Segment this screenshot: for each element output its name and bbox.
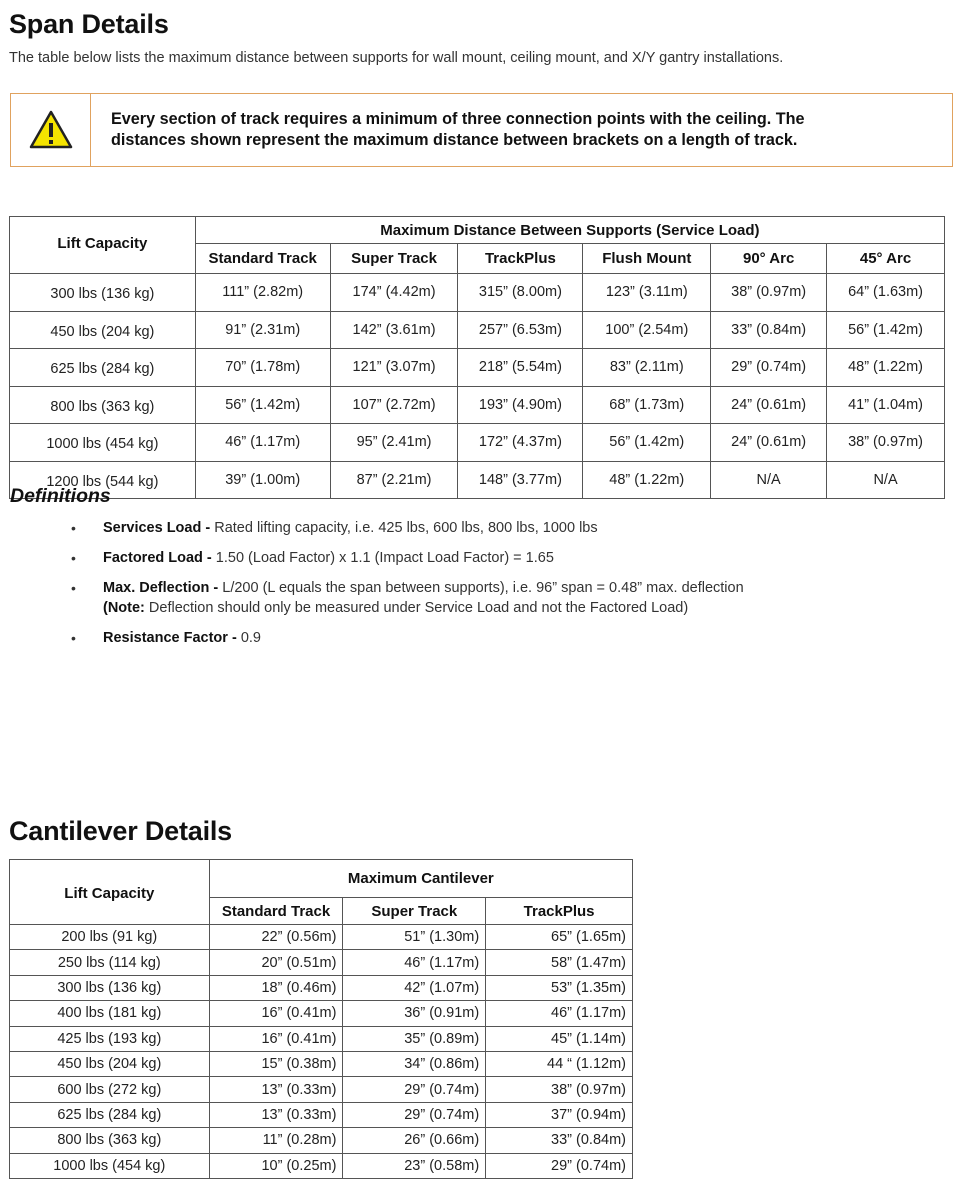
span-column-header: 90° Arc: [711, 244, 827, 274]
definitions-title: Definitions: [10, 485, 111, 507]
definition-item-resistance-factor: [69, 629, 744, 649]
definition-term: Factored Load -: [103, 550, 216, 566]
definition-text: 0.9: [240, 629, 261, 646]
cantilever-column-header: Super Track: [343, 898, 486, 925]
span-value-cell: N/A: [827, 461, 945, 499]
cantilever-table-row: [10, 975, 633, 1000]
cantilever-capacity-cell: 250 lbs (114 kg): [10, 950, 210, 975]
warning-text: [91, 94, 805, 166]
cantilever-column-header: Standard Track: [209, 898, 343, 925]
cantilever-value-cell: 35” (0.89m): [343, 1026, 486, 1051]
span-value-cell: 41” (1.04m): [827, 386, 945, 424]
span-column-header: 45° Arc: [827, 244, 945, 274]
cantilever-value-cell: 44 “ (1.12m): [486, 1051, 633, 1076]
span-value-cell: 46” (1.17m): [195, 424, 330, 462]
span-capacity-cell: 450 lbs (204 kg): [10, 311, 196, 349]
span-value-cell: 33” (0.84m): [711, 311, 827, 349]
cantilever-capacity-cell: 800 lbs (363 kg): [10, 1128, 210, 1153]
span-value-cell: 142” (3.61m): [330, 311, 458, 349]
cantilever-value-cell: 13” (0.33m): [209, 1102, 343, 1127]
span-value-cell: 64” (1.63m): [827, 274, 945, 312]
cantilever-value-cell: 29” (0.74m): [343, 1077, 486, 1102]
cantilever-capacity-cell: 1000 lbs (454 kg): [10, 1153, 210, 1178]
span-table-row: [10, 461, 945, 499]
cantilever-capacity-cell: 450 lbs (204 kg): [10, 1051, 210, 1076]
warning-icon-cell: [11, 94, 91, 166]
cantilever-value-cell: 23” (0.58m): [343, 1153, 486, 1178]
cantilever-group-header: Maximum Cantilever: [209, 860, 632, 898]
cantilever-value-cell: 53” (1.35m): [486, 975, 633, 1000]
cantilever-table-row: [10, 1051, 633, 1076]
definition-item-factored-load: [69, 549, 744, 569]
warning-callout: [10, 93, 953, 167]
cantilever-value-cell: 46” (1.17m): [486, 1001, 633, 1026]
span-capacity-cell: 300 lbs (136 kg): [10, 274, 196, 312]
span-column-header: Flush Mount: [583, 244, 711, 274]
warning-triangle-icon: [29, 110, 73, 150]
span-value-cell: 172” (4.37m): [458, 424, 583, 462]
span-value-cell: 48” (1.22m): [827, 349, 945, 387]
cantilever-value-cell: 15” (0.38m): [209, 1051, 343, 1076]
cantilever-table-row: [10, 1077, 633, 1102]
span-value-cell: 29” (0.74m): [711, 349, 827, 387]
definitions-list: [69, 519, 744, 648]
cantilever-table-row: [10, 1102, 633, 1127]
bullet-icon: •: [71, 629, 76, 646]
warning-line-1: Every section of track requires a minimum of three connection points with the ceiling. The: [111, 110, 805, 128]
span-value-cell: 70” (1.78m): [195, 349, 330, 387]
cantilever-value-cell: 10” (0.25m): [209, 1153, 343, 1178]
span-table: [9, 216, 945, 499]
span-column-header: TrackPlus: [458, 244, 583, 274]
definition-note-label: (Note:: [103, 599, 145, 616]
span-value-cell: 56” (1.42m): [195, 386, 330, 424]
span-value-cell: 38” (0.97m): [711, 274, 827, 312]
cantilever-value-cell: 22” (0.56m): [209, 925, 343, 950]
span-value-cell: 95” (2.41m): [330, 424, 458, 462]
span-column-header: Standard Track: [195, 244, 330, 274]
cantilever-value-cell: 65” (1.65m): [486, 925, 633, 950]
span-value-cell: 111” (2.82m): [195, 274, 330, 312]
bullet-icon: •: [71, 580, 76, 596]
cantilever-value-cell: 46” (1.17m): [343, 950, 486, 975]
span-value-cell: 56” (1.42m): [583, 424, 711, 462]
cantilever-value-cell: 51” (1.30m): [343, 925, 486, 950]
cantilever-capacity-cell: 300 lbs (136 kg): [10, 975, 210, 1000]
definition-term: Max. Deflection -: [103, 580, 223, 596]
span-value-cell: 148” (3.77m): [458, 461, 583, 499]
cantilever-value-cell: 16” (0.41m): [209, 1026, 343, 1051]
definition-item-service-load: [69, 519, 744, 539]
span-value-cell: 68” (1.73m): [583, 386, 711, 424]
bullet-icon: •: [71, 550, 76, 566]
span-value-cell: 315” (8.00m): [458, 274, 583, 312]
cantilever-value-cell: 36” (0.91m): [343, 1001, 486, 1026]
span-value-cell: 121” (3.07m): [330, 349, 458, 387]
cantilever-table-row: [10, 1153, 633, 1178]
cantilever-value-cell: 26” (0.66m): [343, 1128, 486, 1153]
span-value-cell: 193” (4.90m): [458, 386, 583, 424]
cantilever-table-row: [10, 950, 633, 975]
cantilever-table-row: [10, 1001, 633, 1026]
cantilever-capacity-cell: 600 lbs (272 kg): [10, 1077, 210, 1102]
cantilever-value-cell: 29” (0.74m): [343, 1102, 486, 1127]
span-value-cell: 39” (1.00m): [195, 461, 330, 499]
span-value-cell: N/A: [711, 461, 827, 499]
definition-text: Rated lifting capacity, i.e. 425 lbs, 600 lbs, 800 lbs, 1000 lbs: [214, 520, 598, 536]
cantilever-value-cell: 58” (1.47m): [486, 950, 633, 975]
span-table-row: [10, 311, 945, 349]
span-capacity-cell: 800 lbs (363 kg): [10, 386, 196, 424]
span-value-cell: 24” (0.61m): [711, 386, 827, 424]
warning-line-2: distances shown represent the maximum distance between brackets on a length of track.: [111, 131, 798, 149]
span-table-row: [10, 424, 945, 462]
span-table-row: [10, 349, 945, 387]
span-value-cell: 56” (1.42m): [827, 311, 945, 349]
cantilever-value-cell: 16” (0.41m): [209, 1001, 343, 1026]
span-capacity-cell: 1000 lbs (454 kg): [10, 424, 196, 462]
span-capacity-header: Lift Capacity: [10, 217, 196, 274]
cantilever-value-cell: 13” (0.33m): [209, 1077, 343, 1102]
span-group-header: Maximum Distance Between Supports (Service Load): [195, 217, 944, 244]
span-details-title: Span Details: [9, 9, 169, 39]
cantilever-capacity-cell: 200 lbs (91 kg): [10, 925, 210, 950]
span-column-header: Super Track: [330, 244, 458, 274]
span-table-row: [10, 274, 945, 312]
definition-note-text: Deflection should only be measured under Service Load and not the Factored Load): [144, 599, 689, 616]
span-intro-text: The table below lists the maximum distance between supports for wall mount, ceiling mount, and X/Y gantry installations.: [9, 50, 784, 66]
definition-term: Resistance Factor -: [103, 629, 241, 646]
cantilever-table-row: [10, 1128, 633, 1153]
cantilever-value-cell: 42” (1.07m): [343, 975, 486, 1000]
cantilever-capacity-header: Lift Capacity: [10, 860, 210, 925]
cantilever-value-cell: 11” (0.28m): [209, 1128, 343, 1153]
cantilever-capacity-cell: 400 lbs (181 kg): [10, 1001, 210, 1026]
cantilever-table-row: [10, 1026, 633, 1051]
cantilever-value-cell: 18” (0.46m): [209, 975, 343, 1000]
definition-text: 1.50 (Load Factor) x 1.1 (Impact Load Factor) = 1.65: [215, 550, 554, 566]
span-value-cell: 91” (2.31m): [195, 311, 330, 349]
span-value-cell: 107” (2.72m): [330, 386, 458, 424]
cantilever-value-cell: 37” (0.94m): [486, 1102, 633, 1127]
span-value-cell: 100” (2.54m): [583, 311, 711, 349]
cantilever-value-cell: 29” (0.74m): [486, 1153, 633, 1178]
cantilever-value-cell: 45” (1.14m): [486, 1026, 633, 1051]
span-table-row: [10, 386, 945, 424]
definition-term: Services Load -: [103, 520, 215, 536]
span-value-cell: 218” (5.54m): [458, 349, 583, 387]
cantilever-capacity-cell: 625 lbs (284 kg): [10, 1102, 210, 1127]
span-value-cell: 174” (4.42m): [330, 274, 458, 312]
cantilever-value-cell: 20” (0.51m): [209, 950, 343, 975]
cantilever-value-cell: 33” (0.84m): [486, 1128, 633, 1153]
definition-item-max-deflection: [69, 579, 744, 618]
span-value-cell: 24” (0.61m): [711, 424, 827, 462]
span-value-cell: 48” (1.22m): [583, 461, 711, 499]
span-capacity-cell: 1200 lbs (544 kg): [10, 461, 196, 499]
span-value-cell: 123” (3.11m): [583, 274, 711, 312]
span-value-cell: 83” (2.11m): [583, 349, 711, 387]
cantilever-column-header: TrackPlus: [486, 898, 633, 925]
cantilever-table: [9, 859, 633, 1179]
cantilever-capacity-cell: 425 lbs (193 kg): [10, 1026, 210, 1051]
span-capacity-cell: 625 lbs (284 kg): [10, 349, 196, 387]
span-value-cell: 38” (0.97m): [827, 424, 945, 462]
cantilever-table-row: [10, 925, 633, 950]
cantilever-value-cell: 34” (0.86m): [343, 1051, 486, 1076]
span-value-cell: 87” (2.21m): [330, 461, 458, 499]
span-value-cell: 257” (6.53m): [458, 311, 583, 349]
bullet-icon: •: [71, 520, 76, 536]
cantilever-details-title: Cantilever Details: [9, 816, 232, 846]
cantilever-value-cell: 38” (0.97m): [486, 1077, 633, 1102]
definition-text: L/200 (L equals the span between supports), i.e. 96” span = 0.48” max. deflection: [222, 580, 744, 596]
